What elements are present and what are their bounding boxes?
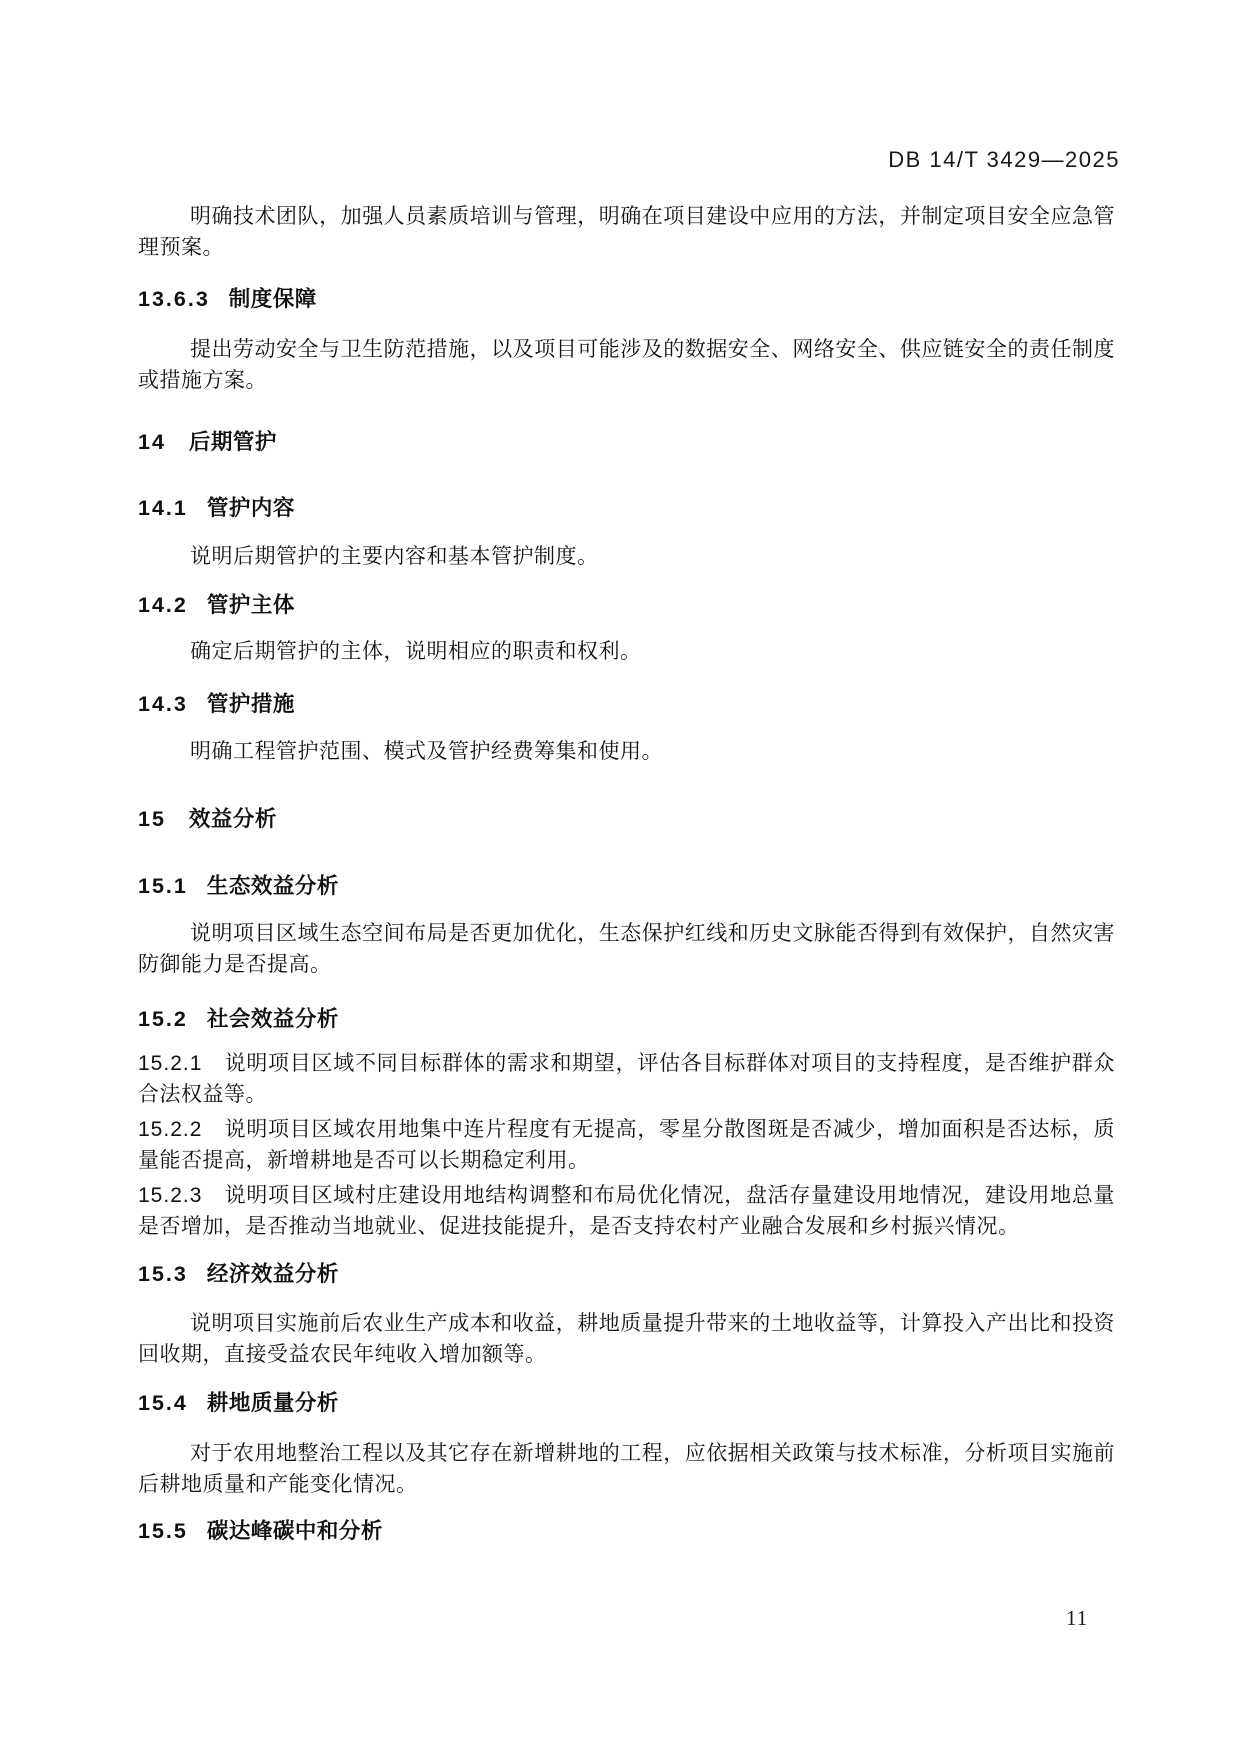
heading-15 bbox=[138, 804, 1115, 835]
heading-title: 经济效益分析 bbox=[206, 1262, 339, 1286]
heading-number: 15.2 bbox=[138, 1007, 188, 1031]
heading-15-3 bbox=[138, 1259, 1115, 1290]
heading-title: 生态效益分析 bbox=[206, 874, 339, 898]
paragraph: 说明项目实施前后农业生产成本和收益，耕地质量提升带来的土地收益等，计算投入产出比和投资回收期，直接受益农民年纯收入增加额等。 bbox=[138, 1311, 1115, 1366]
heading-number: 14 bbox=[138, 430, 166, 454]
heading-15-1 bbox=[138, 871, 1115, 902]
heading-title: 管护主体 bbox=[206, 593, 295, 617]
heading-title: 社会效益分析 bbox=[206, 1007, 339, 1031]
heading-15-4 bbox=[138, 1388, 1115, 1419]
paragraph: 提出劳动安全与卫生防范措施，以及项目可能涉及的数据安全、网络安全、供应链安全的责任制度或措施方案。 bbox=[138, 337, 1115, 392]
heading-15-2 bbox=[138, 1004, 1115, 1035]
paragraph: 对于农用地整治工程以及其它存在新增耕地的工程，应依据相关政策与技术标准，分析项目实施前后耕地质量和产能变化情况。 bbox=[138, 1441, 1115, 1496]
clause-paragraph-15-2-3 bbox=[138, 1180, 1115, 1242]
heading-14-1 bbox=[138, 493, 1115, 524]
heading-number: 13.6.3 bbox=[138, 287, 210, 311]
heading-number: 14.1 bbox=[138, 496, 188, 520]
heading-number: 14.3 bbox=[138, 692, 188, 716]
heading-13-6-3 bbox=[138, 284, 1115, 315]
clause-paragraph-15-2-2 bbox=[138, 1114, 1115, 1176]
paragraph: 说明后期管护的主要内容和基本管护制度。 bbox=[190, 544, 599, 568]
heading-title: 制度保障 bbox=[228, 287, 317, 311]
standard-number-header: DB 14/T 3429—2025 bbox=[888, 147, 1120, 172]
heading-number: 15.5 bbox=[138, 1519, 188, 1543]
clause-text: 说明项目区域农用地集中连片程度有无提高，零星分散图斑是否减少，增加面积是否达标，质量能否提高，新增耕地是否可以长期稳定利用。 bbox=[138, 1117, 1115, 1172]
paragraph: 确定后期管护的主体，说明相应的职责和权利。 bbox=[190, 639, 642, 663]
clause-paragraph-15-2-1 bbox=[138, 1048, 1115, 1110]
paragraph: 明确工程管护范围、模式及管护经费筹集和使用。 bbox=[190, 739, 663, 763]
heading-title: 管护内容 bbox=[206, 496, 295, 520]
heading-title: 效益分析 bbox=[188, 807, 277, 831]
heading-title: 管护措施 bbox=[206, 692, 295, 716]
clause-number: 15.2.3 bbox=[138, 1184, 203, 1207]
clause-number: 15.2.1 bbox=[138, 1052, 203, 1075]
clause-text: 说明项目区域村庄建设用地结构调整和布局优化情况，盘活存量建设用地情况，建设用地总量是否增加，是否推动当地就业、促进技能提升，是否支持农村产业融合发展和乡村振兴情况。 bbox=[138, 1183, 1115, 1238]
heading-14-3 bbox=[138, 689, 1115, 720]
heading-number: 14.2 bbox=[138, 593, 188, 617]
heading-title: 耕地质量分析 bbox=[206, 1391, 339, 1415]
heading-number: 15 bbox=[138, 807, 166, 831]
page-number: 11 bbox=[1066, 1606, 1089, 1630]
heading-14 bbox=[138, 427, 1115, 458]
clause-number: 15.2.2 bbox=[138, 1118, 203, 1141]
heading-title: 后期管护 bbox=[188, 430, 277, 454]
heading-number: 15.4 bbox=[138, 1391, 188, 1415]
heading-number: 15.3 bbox=[138, 1262, 188, 1286]
heading-15-5 bbox=[138, 1516, 1115, 1547]
paragraph: 说明项目区域生态空间布局是否更加优化，生态保护红线和历史文脉能否得到有效保护，自然灾害防御能力是否提高。 bbox=[138, 921, 1115, 976]
paragraph: 明确技术团队，加强人员素质培训与管理，明确在项目建设中应用的方法，并制定项目安全应急管理预案。 bbox=[138, 204, 1115, 259]
heading-14-2 bbox=[138, 590, 1115, 621]
heading-title: 碳达峰碳中和分析 bbox=[206, 1519, 383, 1543]
heading-number: 15.1 bbox=[138, 874, 188, 898]
clause-text: 说明项目区域不同目标群体的需求和期望，评估各目标群体对项目的支持程度，是否维护群众合法权益等。 bbox=[138, 1051, 1115, 1106]
